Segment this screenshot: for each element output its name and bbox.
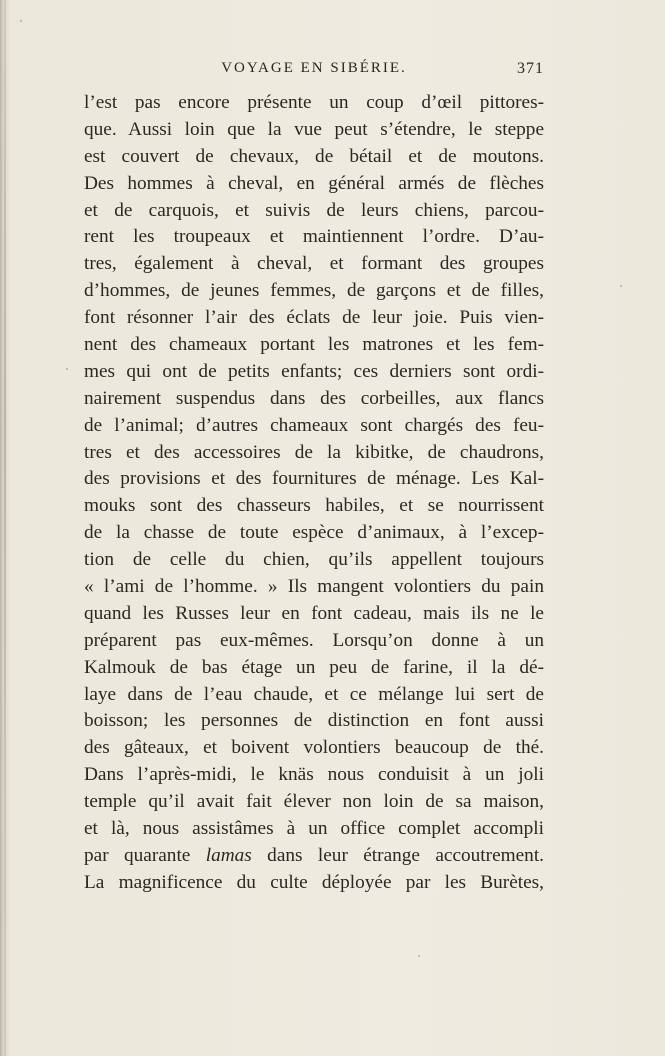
text-line: tres et des accessoires de la kibitke, de chaudrons, (84, 441, 544, 463)
text-line: laye dans de l’eau chaude, et ce mélange lui sert de (84, 683, 544, 705)
text-line: mes qui ont de petits enfants; ces derniers sont ordi- (84, 360, 544, 382)
page-number: 371 (517, 60, 544, 77)
text-line: et là, nous assistâmes à un office complet accompli (84, 818, 544, 840)
text-line: de l’animal; d’autres chameaux sont chargés des feu- (84, 414, 544, 436)
page-gutter (4, 0, 6, 1056)
text-line: « l’ami de l’homme. » Ils mangent volontiers du pain (84, 576, 544, 598)
text-line: nairement suspendus dans des corbeilles, aux flancs (84, 387, 544, 409)
paper-speck (20, 20, 22, 22)
text-line-with-italic (84, 843, 544, 870)
paper-speck (418, 955, 420, 957)
text-line: Dans l’après-midi, le knäs nous conduisit à un joli (84, 764, 544, 786)
text-line: quand les Russes leur en font cadeau, mais ils ne le (84, 602, 544, 624)
paper-speck (66, 368, 68, 370)
italic-word: lamas (205, 844, 252, 866)
text-line: font résonner l’air des éclats de leur joie. Puis vien- (84, 307, 544, 329)
running-header (84, 58, 544, 84)
text-line: tion de celle du chien, qu’ils appellent toujours (84, 549, 544, 571)
text-line: de la chasse de toute espèce d’animaux, à l’excep- (84, 522, 544, 544)
text-line: tres, également à cheval, et formant des groupes (84, 253, 544, 275)
text-line: préparent pas eux-mêmes. Lorsqu’on donne à un (84, 629, 544, 651)
text-line: des gâteaux, et boivent volontiers beaucoup de thé. (84, 737, 544, 759)
text-line: rent les troupeaux et maintiennent l’ordre. D’au- (84, 226, 544, 248)
paper-speck (620, 285, 622, 287)
text-line: Kalmouk de bas étage un peu de farine, il la dé- (84, 656, 544, 678)
text-line: boisson; les personnes de distinction en font aussi (84, 710, 544, 732)
running-title: VOYAGE EN SIBÉRIE. (221, 60, 407, 76)
text-line: Des hommes à cheval, en général armés de flèches (84, 172, 544, 194)
text-line: et de carquois, et suivis de leurs chiens, parcou- (84, 199, 544, 221)
text-line: l’est pas encore présente un coup d’œil pittores- (84, 92, 544, 113)
text-line: mouks sont des chasseurs habiles, et se nourrissent (84, 495, 544, 517)
text-line: que. Aussi loin que la vue peut s’étendre, le steppe (84, 118, 544, 140)
text-line: temple qu’il avait fait élever non loin de sa maison, (84, 791, 544, 813)
body-text (84, 90, 544, 897)
text-line: d’hommes, de jeunes femmes, de garçons et de filles, (84, 280, 544, 302)
text-line: est couvert de chevaux, de bétail et de moutons. (84, 145, 544, 167)
text-segment: par quarante (84, 844, 206, 866)
text-segment: dans leur étrange accoutrement. (251, 844, 544, 866)
text-line: nent des chameaux portant les matrones et les fem- (84, 334, 544, 356)
text-line: des provisions et des fournitures de ménage. Les Kal- (84, 468, 544, 490)
text-line: La magnificence du culte déployée par les Burètes, (84, 871, 544, 893)
